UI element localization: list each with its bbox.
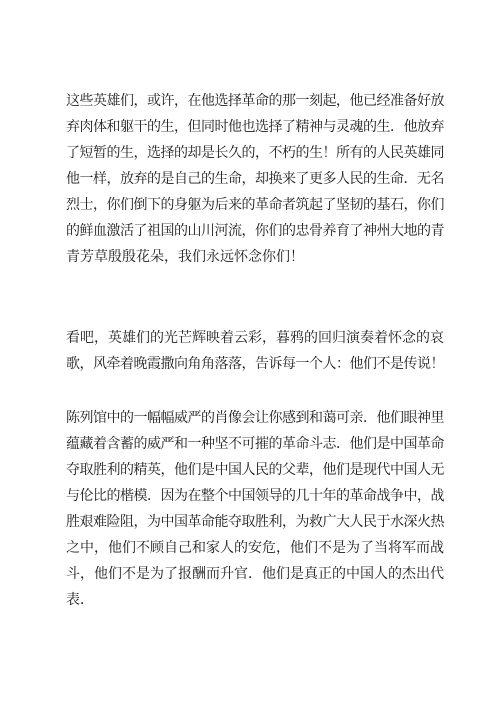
paragraph-exhibition-portraits — [66, 405, 446, 613]
text-line: 弃肉体和躯干的生，但同时他也选择了精神与灵魂的生．他放弃 — [66, 119, 444, 135]
text-line: 他一样，放弃的是自己的生命，却换来了更多人民的生命．无名 — [66, 171, 444, 187]
text-line: 表． — [66, 592, 94, 608]
text-line: 青芳草殷殷花朵，我们永远怀念你们！ — [66, 249, 304, 265]
paragraph-not-legend — [66, 325, 446, 377]
text-line: 这些英雄们，或许，在他选择革命的那一刻起，他已经准备好放 — [66, 93, 444, 109]
text-line: 夺取胜利的精英，他们是中国人民的父辈，他们是现代中国人无 — [66, 462, 444, 478]
text-line: 烈士，你们倒下的身躯为后来的革命者筑起了坚韧的基石，你们 — [66, 197, 444, 213]
text-line: 的鲜血激活了祖国的山川河流，你们的忠骨养育了神州大地的青 — [66, 223, 444, 239]
text-line: 胜艰难险阻，为中国革命能夺取胜利，为救广大人民于水深火热 — [66, 514, 444, 530]
text-line: 歌，风牵着晚霞撒向角角落落，告诉每一个人：他们不是传说！ — [66, 356, 444, 372]
text-line: 蕴藏着含蓄的威严和一种坚不可摧的革命斗志．他们是中国革命 — [66, 436, 444, 452]
text-line: 看吧，英雄们的光芒辉映着云彩，暮鸦的回归演奏着怀念的哀 — [66, 330, 444, 346]
text-line: 了短暂的生，选择的却是长久的，不朽的生！所有的人民英雄同 — [66, 145, 444, 161]
text-line: 陈列馆中的一幅幅威严的肖像会让你感到和蔼可亲．他们眼神里 — [66, 410, 444, 426]
text-line: 之中，他们不顾自己和家人的安危，他们不是为了当将军而战 — [66, 540, 444, 556]
paragraph-heroes-sacrifice — [66, 88, 446, 270]
text-line: 斗，他们不是为了报酬而升官．他们是真正的中国人的杰出代 — [66, 566, 444, 582]
text-line: 与伦比的楷模．因为在整个中国领导的几十年的革命战争中，战 — [66, 488, 444, 504]
